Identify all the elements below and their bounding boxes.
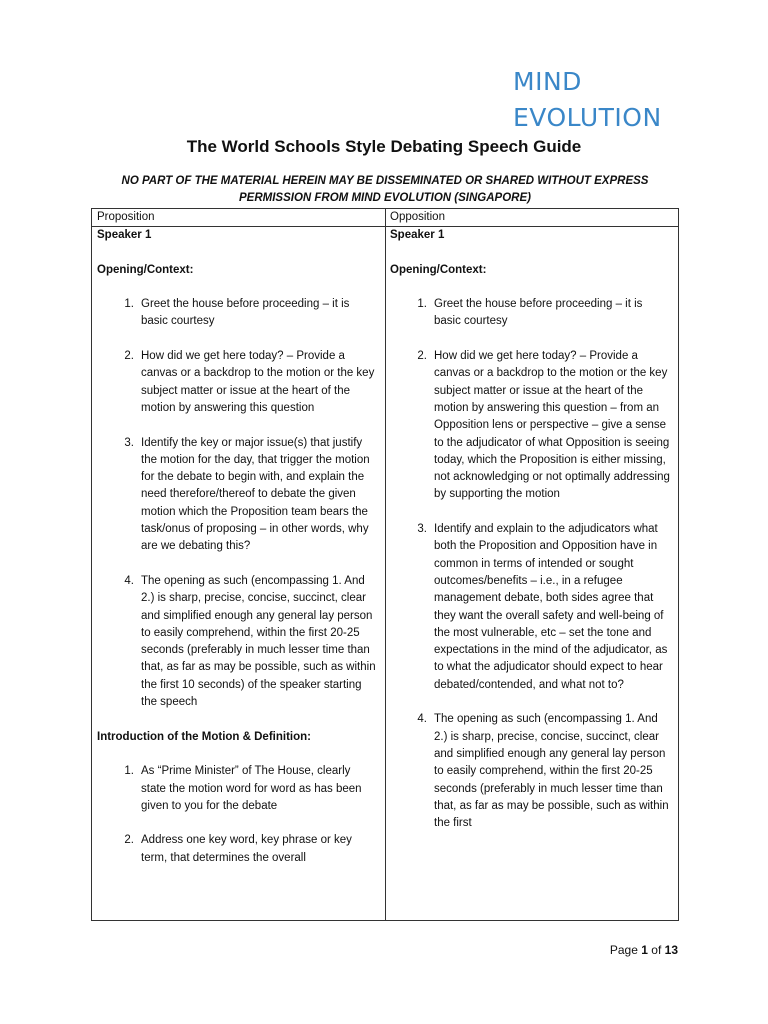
current-page: 1	[641, 943, 648, 957]
of-word: of	[651, 943, 662, 957]
speech-guide-table	[91, 208, 679, 921]
list-number: 1.	[124, 765, 134, 778]
list-text: How did we get here today? – Provide a canvas or a backdrop to the motion or the key subject matter or issue at the heart of the motion by answering this question – from an Opposition lens or perspective – give a sense to the adjudicator of what Opposition is seeing today, which the Proposition is either missing, not acknowledging or not optimally addressing by supporting the motion	[434, 350, 670, 501]
copyright-notice: NO PART OF THE MATERIAL HEREIN MAY BE DISSEMINATED OR SHARED WITHOUT EXPRESS PERMISSION FROM MIND EVOLUTION (SINGAPORE)	[121, 175, 649, 204]
proposition-opening-heading: Opening/Context:	[97, 263, 194, 276]
list-item	[390, 348, 674, 504]
list-text: The opening as such (encompassing 1. And 2.) is sharp, precise, concise, succinct, clear and simplified enough any general lay person to easily comprehend, within the first 20-25 seconds (preferably in much lesser time than that, as far as may be possible, such as within the first 10 seconds) of the speaker starting the speech	[141, 574, 376, 709]
list-item	[390, 711, 674, 832]
proposition-column	[97, 227, 381, 867]
list-item	[97, 832, 381, 867]
opposition-speaker-label: Speaker 1	[390, 229, 445, 241]
page-word: Page	[609, 943, 638, 957]
list-text: Identify and explain to the adjudicators what both the Proposition and Opposition have in common in terms of intended or sought outcomes/benefits – i.e., in a refugee management debate, both sides agree that they want the overall safety and well-being of the most vulnerable, etc – set the tone and expectations in the mind of the adjudicator, as to what the adjudicator should expect to hear debated/contended, and what not to?	[434, 523, 668, 691]
list-text: Identify the key or major issue(s) that justify the motion for the day, that trigger the motion for the debate to begin with, and explain the need therefore/thereof to debate the given motion which the Proposition team bears the task/onus of proposing – in other words, why are we debating this?	[141, 436, 370, 553]
list-item	[97, 763, 381, 815]
list-number: 4.	[124, 574, 134, 587]
total-pages: 13	[664, 943, 678, 957]
document-title: The World Schools Style Debating Speech Guide	[186, 137, 582, 156]
list-text: Greet the house before proceeding – it is basic courtesy	[434, 298, 643, 328]
list-item	[390, 521, 674, 694]
list-number: 2.	[124, 834, 134, 847]
list-text: The opening as such (encompassing 1. And 2.) is sharp, precise, concise, succinct, clear and simplified enough any general lay person to easily comprehend, within the first 20-25 seconds (preferably in much lesser time than that, as far as may be possible, such as within the first	[434, 713, 669, 830]
list-text: Greet the house before proceeding – it is basic courtesy	[141, 298, 350, 328]
list-number: 4.	[417, 713, 427, 726]
list-number: 1.	[417, 298, 427, 311]
opposition-header: Opposition	[390, 211, 445, 223]
list-item	[390, 296, 674, 331]
column-divider	[385, 209, 386, 920]
list-text: How did we get here today? – Provide a canvas or a backdrop to the motion or the key subject matter or issue at the heart of the motion by answering this question	[141, 350, 375, 414]
list-number: 2.	[417, 350, 427, 363]
list-number: 3.	[124, 436, 134, 449]
list-text: Address one key word, key phrase or key term, that determines the overall	[141, 834, 352, 864]
list-number: 1.	[124, 298, 134, 311]
list-item	[97, 348, 381, 417]
list-item	[97, 435, 381, 556]
mind-evolution-logo	[513, 64, 662, 136]
list-item	[97, 573, 381, 711]
proposition-introduction-heading: Introduction of the Motion & Definition:	[97, 730, 311, 743]
opposition-column	[390, 227, 674, 832]
list-number: 3.	[417, 523, 427, 536]
logo-line-1: MIND	[513, 67, 582, 96]
list-number: 2.	[124, 350, 134, 363]
opposition-opening-heading: Opening/Context:	[390, 263, 487, 276]
page-number	[610, 943, 678, 957]
list-text: As “Prime Minister” of The House, clearly state the motion word for word as has been given to you for the debate	[141, 765, 362, 812]
logo-line-2: EVOLUTION	[513, 103, 662, 132]
proposition-speaker-label: Speaker 1	[97, 229, 152, 241]
list-item	[97, 296, 381, 331]
proposition-header: Proposition	[97, 211, 155, 223]
